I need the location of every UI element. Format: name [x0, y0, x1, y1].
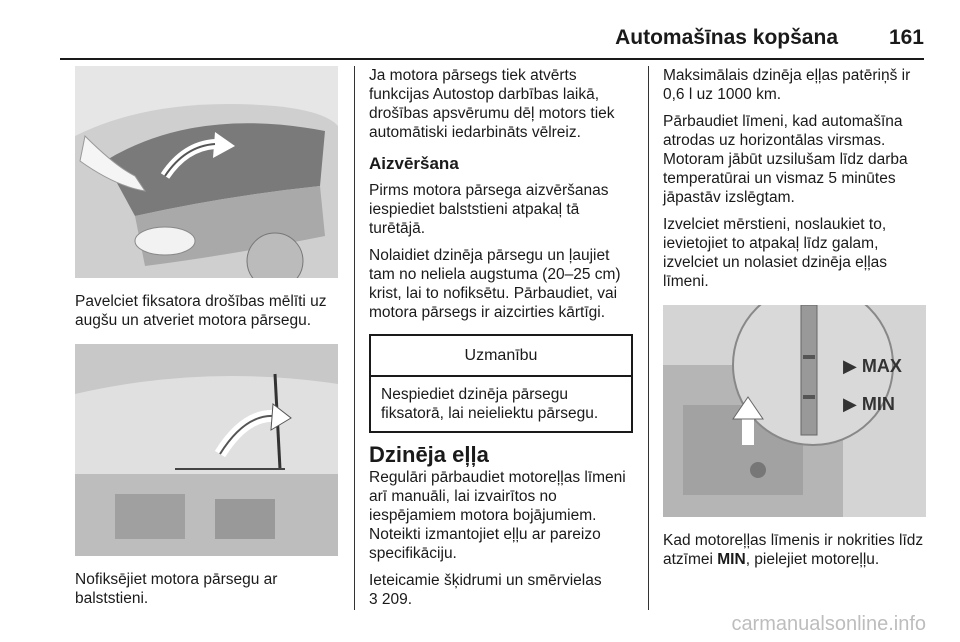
hood-prop-illustration [75, 344, 338, 556]
page-number: 161 [888, 26, 924, 49]
caption-prop-rod: Nofiksējiet motora pārsegu ar balststieni. [75, 571, 278, 607]
column-1 [75, 66, 339, 616]
level-check-conditions: Pārbaudiet līmeni, kad automašīna atrodas uz horizontālas virsmas. Motoram jābūt uzsilušam līdz darba temperatūrai un vismaz 5 minūtes jāpastāv izslēgtam. [663, 113, 908, 206]
refill-text-1: Kad motoreļļas līmenis ir nokrities līdz atzīmei [663, 532, 924, 568]
caution-title: Uzmanību [371, 336, 631, 377]
caption-open-hood: Pavelciet fiksatora drošības mēlīti uz augšu un atveriet motora pārsegu. [75, 293, 327, 329]
header-rule [60, 58, 924, 60]
refill-instruction [663, 531, 929, 569]
caution-body: Nespiediet dzinēja pārsegu fiksatorā, lai neieliektu pārsegu. [381, 386, 599, 422]
fluids-reference [369, 571, 633, 609]
chapter-title: Automašīnas kopšana [615, 26, 838, 49]
fluids-reference-label: Ieteicamie šķidrumi un smērvielas [369, 572, 602, 589]
hood-latch-illustration [75, 66, 338, 278]
caution-box [369, 334, 633, 433]
autostop-note: Ja motora pārsegs tiek atvērts funkcijas Autostop darbības laikā, drošības apsvērumu dēļ motors tiek automātiski iedarbināts vēlreiz. [369, 67, 615, 141]
refill-text-2: , pielejiet motoreļļu. [745, 551, 880, 568]
dipstick-illustration [663, 305, 926, 517]
column-divider-2 [648, 66, 649, 610]
min-label: ▶ MIN [843, 394, 895, 414]
heading-closing: Aizvēršana [369, 154, 459, 173]
oil-consumption-text: Maksimālais dzinēja eļļas patēriņš ir 0,6 l uz 1000 km. [663, 67, 911, 103]
column-3 [663, 66, 929, 577]
column-2 [369, 66, 633, 617]
dipstick-instructions: Izvelciet mērstieni, noslaukiet to, ievietojiet to atpakaļ līdz galam, izvelciet un nolasiet dzinēja eļļas līmeni. [663, 216, 888, 290]
watermark: carmanualsonline.info [731, 613, 926, 635]
closing-step-2: Nolaidiet dzinēja pārsegu un ļaujiet tam no neliela augstuma (20–25 cm) krist, lai to nofiksētu. Pārbaudiet, vai motora pārsegs ir aizcirties kārtīgi. [369, 247, 621, 321]
oil-check-text: Regulāri pārbaudiet motoreļļas līmeni arī manuāli, lai izvairītos no iespējamiem motora bojājumiem. Noteikti izmantojiet eļļu ar pareizo specifikāciju. [369, 469, 626, 562]
min-mark: MIN [717, 551, 746, 568]
column-divider-1 [354, 66, 355, 610]
max-label: ▶ MAX [843, 356, 902, 376]
heading-engine-oil: Dzinēja eļļa [369, 442, 489, 467]
page-header [60, 22, 924, 58]
fluids-reference-link[interactable]: 3 209. [369, 591, 413, 608]
closing-step-1: Pirms motora pārsega aizvēršanas iespiediet balststieni atpakaļ tā turētājā. [369, 182, 609, 237]
